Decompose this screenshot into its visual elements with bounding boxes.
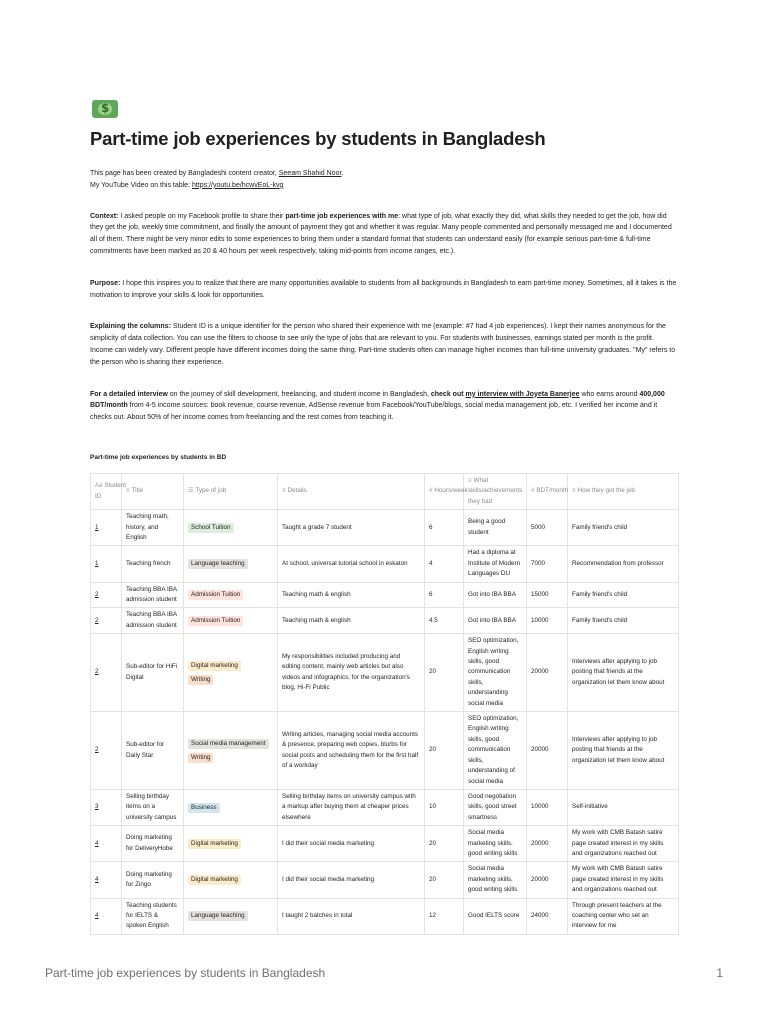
column-header[interactable] xyxy=(278,473,425,509)
column-type-icon: # xyxy=(429,488,433,495)
cell-title: Teaching math, history, and English xyxy=(122,510,184,546)
cell-details: I did their social media marketing xyxy=(278,826,425,862)
cell-type-of-job xyxy=(184,712,278,790)
cell-bdt: 10000 xyxy=(527,789,568,825)
column-header-label: Details xyxy=(287,487,307,495)
job-type-tag: Language teaching xyxy=(188,911,248,921)
cell-bdt: 20000 xyxy=(527,712,568,790)
cell-hours: 4 xyxy=(425,546,464,582)
cell-skills: Good negotiation skills, good street smartness xyxy=(464,789,527,825)
student-id-link[interactable]: 2 xyxy=(91,582,122,608)
cell-how: Family friend's child xyxy=(568,582,679,608)
cell-how: Self-initiative xyxy=(568,789,679,825)
cell-skills: Social media marketing skills, good writing skills xyxy=(464,826,527,862)
table-header-row xyxy=(91,473,679,509)
table-row[interactable] xyxy=(91,582,679,608)
job-type-tag: Admission Tuition xyxy=(188,590,243,600)
table-row[interactable] xyxy=(91,634,679,712)
column-type-icon: ≡ xyxy=(468,477,472,484)
cell-how: Family friend's child xyxy=(568,510,679,546)
column-type-icon: ≡ xyxy=(126,488,130,495)
cell-details: Taught a grade 7 student xyxy=(278,510,425,546)
table-row[interactable] xyxy=(91,546,679,582)
table-row[interactable] xyxy=(91,826,679,862)
interview-link[interactable]: my interview with Joyeta Banerjee xyxy=(465,390,580,398)
job-type-tag: Writing xyxy=(188,675,213,685)
video-line: My YouTube Video on this table: https://youtu.be/hcwvEoL-kvg xyxy=(90,181,284,189)
cell-skills: Got into IBA BBA xyxy=(464,582,527,608)
student-id-link[interactable]: 1 xyxy=(91,546,122,582)
cell-how: Through present teachers at the coaching center who set an interview for me xyxy=(568,898,679,934)
column-type-icon: ☰ xyxy=(188,488,194,495)
cell-hours: 20 xyxy=(425,712,464,790)
page-number: 1 xyxy=(716,966,723,980)
cell-hours: 6 xyxy=(425,510,464,546)
cell-how: Family friend's child xyxy=(568,608,679,634)
job-type-tag: Language teaching xyxy=(188,559,248,569)
cell-type-of-job xyxy=(184,546,278,582)
cell-type-of-job xyxy=(184,862,278,898)
cell-how: My work with CMB Batash satire page created interest in my skills and organizations reached out xyxy=(568,826,679,862)
column-type-icon: # xyxy=(531,488,535,495)
column-type-icon: Aa xyxy=(95,483,103,490)
context-paragraph: Context: I asked people on my Facebook profile to share their part-time job experiences with me: what type of job, what exactly they did, what skills they needed to get the job, how did they get the job, weekly time commitment, and finally the amount of payment they got and whether it was regular. Many people commented and personally messaged me and I documented all of them. There might be very minor edits to some experiences to bring them under a standard format that students can understand easily (for example serious part-time & full-time commitments have been marked as 20 & 40 hours per week respectively, taking mid-points from income ranges, etc.). xyxy=(90,212,672,255)
cell-bdt: 20000 xyxy=(527,826,568,862)
student-id-link[interactable]: 4 xyxy=(91,898,122,934)
student-id-link[interactable]: 1 xyxy=(91,510,122,546)
cell-type-of-job xyxy=(184,898,278,934)
student-id-link[interactable]: 3 xyxy=(91,789,122,825)
job-type-tag: School Tuition xyxy=(188,523,234,533)
job-type-tag: Business xyxy=(188,803,220,813)
cell-details: I did their social media marketing xyxy=(278,862,425,898)
cell-skills: Got into IBA BBA xyxy=(464,608,527,634)
cell-bdt: 10000 xyxy=(527,608,568,634)
student-id-link[interactable]: 2 xyxy=(91,712,122,790)
column-header[interactable] xyxy=(122,473,184,509)
column-type-icon: ≡ xyxy=(282,488,286,495)
cell-title: Doing marketing for DeliveryHobe xyxy=(122,826,184,862)
job-type-tag: Social media management xyxy=(188,739,269,749)
cell-title: Teaching BBA IBA admission student xyxy=(122,582,184,608)
cell-bdt: 5000 xyxy=(527,510,568,546)
cell-bdt: 24000 xyxy=(527,898,568,934)
footer-title: Part-time job experiences by students in Bangladesh xyxy=(45,966,326,980)
page-title: Part-time job experiences by students in Bangladesh xyxy=(90,128,546,149)
cell-hours: 10 xyxy=(425,789,464,825)
jobs-table xyxy=(90,473,679,935)
column-header-label: Student ID xyxy=(95,482,127,500)
cell-skills: Good IELTS score xyxy=(464,898,527,934)
student-id-link[interactable]: 4 xyxy=(91,826,122,862)
cell-skills: Had a diploma at Institute of Modern Languages DU xyxy=(464,546,527,582)
cell-details: Teaching math & english xyxy=(278,582,425,608)
table-row[interactable] xyxy=(91,712,679,790)
cell-title: Teaching BBA IBA admission student xyxy=(122,608,184,634)
cell-hours: 20 xyxy=(425,826,464,862)
column-header-label: Title xyxy=(131,487,144,495)
cell-details: My responsibilities included producing and editing content, mainly web articles but also videos and infographics; for the organization's blog, Hi-Fi Public xyxy=(278,634,425,712)
column-header[interactable] xyxy=(184,473,278,509)
student-id-link[interactable]: 2 xyxy=(91,634,122,712)
cell-title: Sub-editor for Daily Star xyxy=(122,712,184,790)
cell-type-of-job xyxy=(184,634,278,712)
column-header[interactable] xyxy=(527,473,568,509)
column-header-label: How they got the job xyxy=(577,487,635,495)
table-row[interactable] xyxy=(91,510,679,546)
cell-hours: 20 xyxy=(425,862,464,898)
cell-how: Interviews after applying to job posting that friends at the organization let them know about xyxy=(568,712,679,790)
job-type-tag: Digital marketing xyxy=(188,661,241,671)
table-row[interactable] xyxy=(91,862,679,898)
cell-title: Teaching french xyxy=(122,546,184,582)
cell-skills: SEO optimization, English writing skills, good communication skills, understanding social media xyxy=(464,634,527,712)
cell-details: I taught 2 batches in total xyxy=(278,898,425,934)
column-header-label: BDT/month xyxy=(536,487,569,495)
column-header[interactable] xyxy=(464,473,527,509)
cell-how: Recommendation from professor xyxy=(568,546,679,582)
cell-type-of-job xyxy=(184,510,278,546)
job-type-tag: Digital marketing xyxy=(188,875,241,885)
cell-how: My work with CMB Batash satire page created interest in my skills and organizations reached out xyxy=(568,862,679,898)
cell-details: Teaching math & english xyxy=(278,608,425,634)
job-type-tag: Digital marketing xyxy=(188,839,241,849)
cell-type-of-job xyxy=(184,608,278,634)
cell-hours: 12 xyxy=(425,898,464,934)
student-id-link[interactable]: 2 xyxy=(91,608,122,634)
columns-paragraph: Explaining the columns: Student ID is a unique identifier for the person who shared their experience with me (example: #7 had 4 job experiences). I kept their names anonymous for the simplicity of data collection. You can use the filters to choose to see only the type of jobs that are relevant to you. For students with businesses, earnings stated per month is the profit. Income can widely vary. Different people have different incomes doing the same thing. Part-time students often can manage higher incomes than full-time university graduates. "My" refers to the person who is sharing their experience. xyxy=(90,323,676,366)
cell-type-of-job xyxy=(184,826,278,862)
page-content xyxy=(90,100,678,935)
cell-details: Selling birthday items on university campus with a markup after buying them at cheaper prices elsewhere xyxy=(278,789,425,825)
cell-details: At school, universal tutorial school in eskaton xyxy=(278,546,425,582)
creator-link[interactable]: Seeam Shahid Noor xyxy=(278,170,342,177)
page-footer xyxy=(45,966,723,980)
job-type-tag: Admission Tuition xyxy=(188,616,243,626)
cell-title: Selling birthday items on a university campus xyxy=(122,789,184,825)
cell-hours: 6 xyxy=(425,582,464,608)
cell-bdt: 7000 xyxy=(527,546,568,582)
creator-line: This page has been created by Bangladeshi content creator, Seeam Shahid Noor. xyxy=(90,170,344,177)
job-type-tag: Writing xyxy=(188,753,213,763)
interview-paragraph: For a detailed interview on the journey of skill development, freelancing, and student income in Bangladesh, check out my interview with Joyeta Banerjee who earns around 400,000 BDT/month from 4-5 income sources: book revenue, course revenue, AdSense revenue from Facebook/YouTube/blogs, social media management job, etc. I verified her income and it checks out. About 50% of her income comes from freelancing and the rest comes from teaching it. xyxy=(90,390,665,422)
column-header[interactable] xyxy=(568,473,679,509)
column-header-label: Hours/week xyxy=(434,487,468,495)
cell-bdt: 20000 xyxy=(527,862,568,898)
cell-type-of-job xyxy=(184,789,278,825)
cell-bdt: 15000 xyxy=(527,582,568,608)
cell-hours: 20 xyxy=(425,634,464,712)
cell-title: Doing marketing for Zingo xyxy=(122,862,184,898)
cell-title: Sub-editor for HiFi Digital xyxy=(122,634,184,712)
table-row[interactable] xyxy=(91,789,679,825)
cell-skills: SEO optimization, English writing skills, good communication skills, understanding of social media xyxy=(464,712,527,790)
purpose-paragraph: Purpose: I hope this inspires you to realize that there are many opportunities available to students from all backgrounds in Bangladesh to earn part-time money. Sometimes, all it takes is the motivation to improve your skills & look for opportunities. xyxy=(90,279,677,299)
cell-details: Writing articles, managing social media accounts & presence, preparing web copies, blurbs for social posts and scheduling them for the first half of a workday xyxy=(278,712,425,790)
cell-how: Interviews after applying to job posting that friends at the organization let them know about xyxy=(568,634,679,712)
column-header[interactable] xyxy=(91,473,127,509)
cell-title: Teaching students for IELTS & spoken English xyxy=(122,898,184,934)
table-row[interactable] xyxy=(91,608,679,634)
cell-bdt: 20000 xyxy=(527,634,568,712)
table-title: Part-time job experiences by students in BD xyxy=(90,453,227,461)
table-row[interactable] xyxy=(91,898,679,934)
cell-skills: Being a good student xyxy=(464,510,527,546)
cell-hours: 4.5 xyxy=(425,608,464,634)
cell-type-of-job xyxy=(184,582,278,608)
column-header-label: Type of job xyxy=(195,487,227,495)
video-link[interactable]: https://youtu.be/hcwvEoL-kvg xyxy=(191,181,284,189)
student-id-link[interactable]: 4 xyxy=(91,862,122,898)
column-header[interactable] xyxy=(425,473,468,509)
money-bill-icon xyxy=(92,100,118,118)
cell-skills: Social media marketing skills, good writing skills xyxy=(464,862,527,898)
column-header-label: What skills/achievements they had xyxy=(468,476,523,505)
column-type-icon: ≡ xyxy=(572,488,576,495)
